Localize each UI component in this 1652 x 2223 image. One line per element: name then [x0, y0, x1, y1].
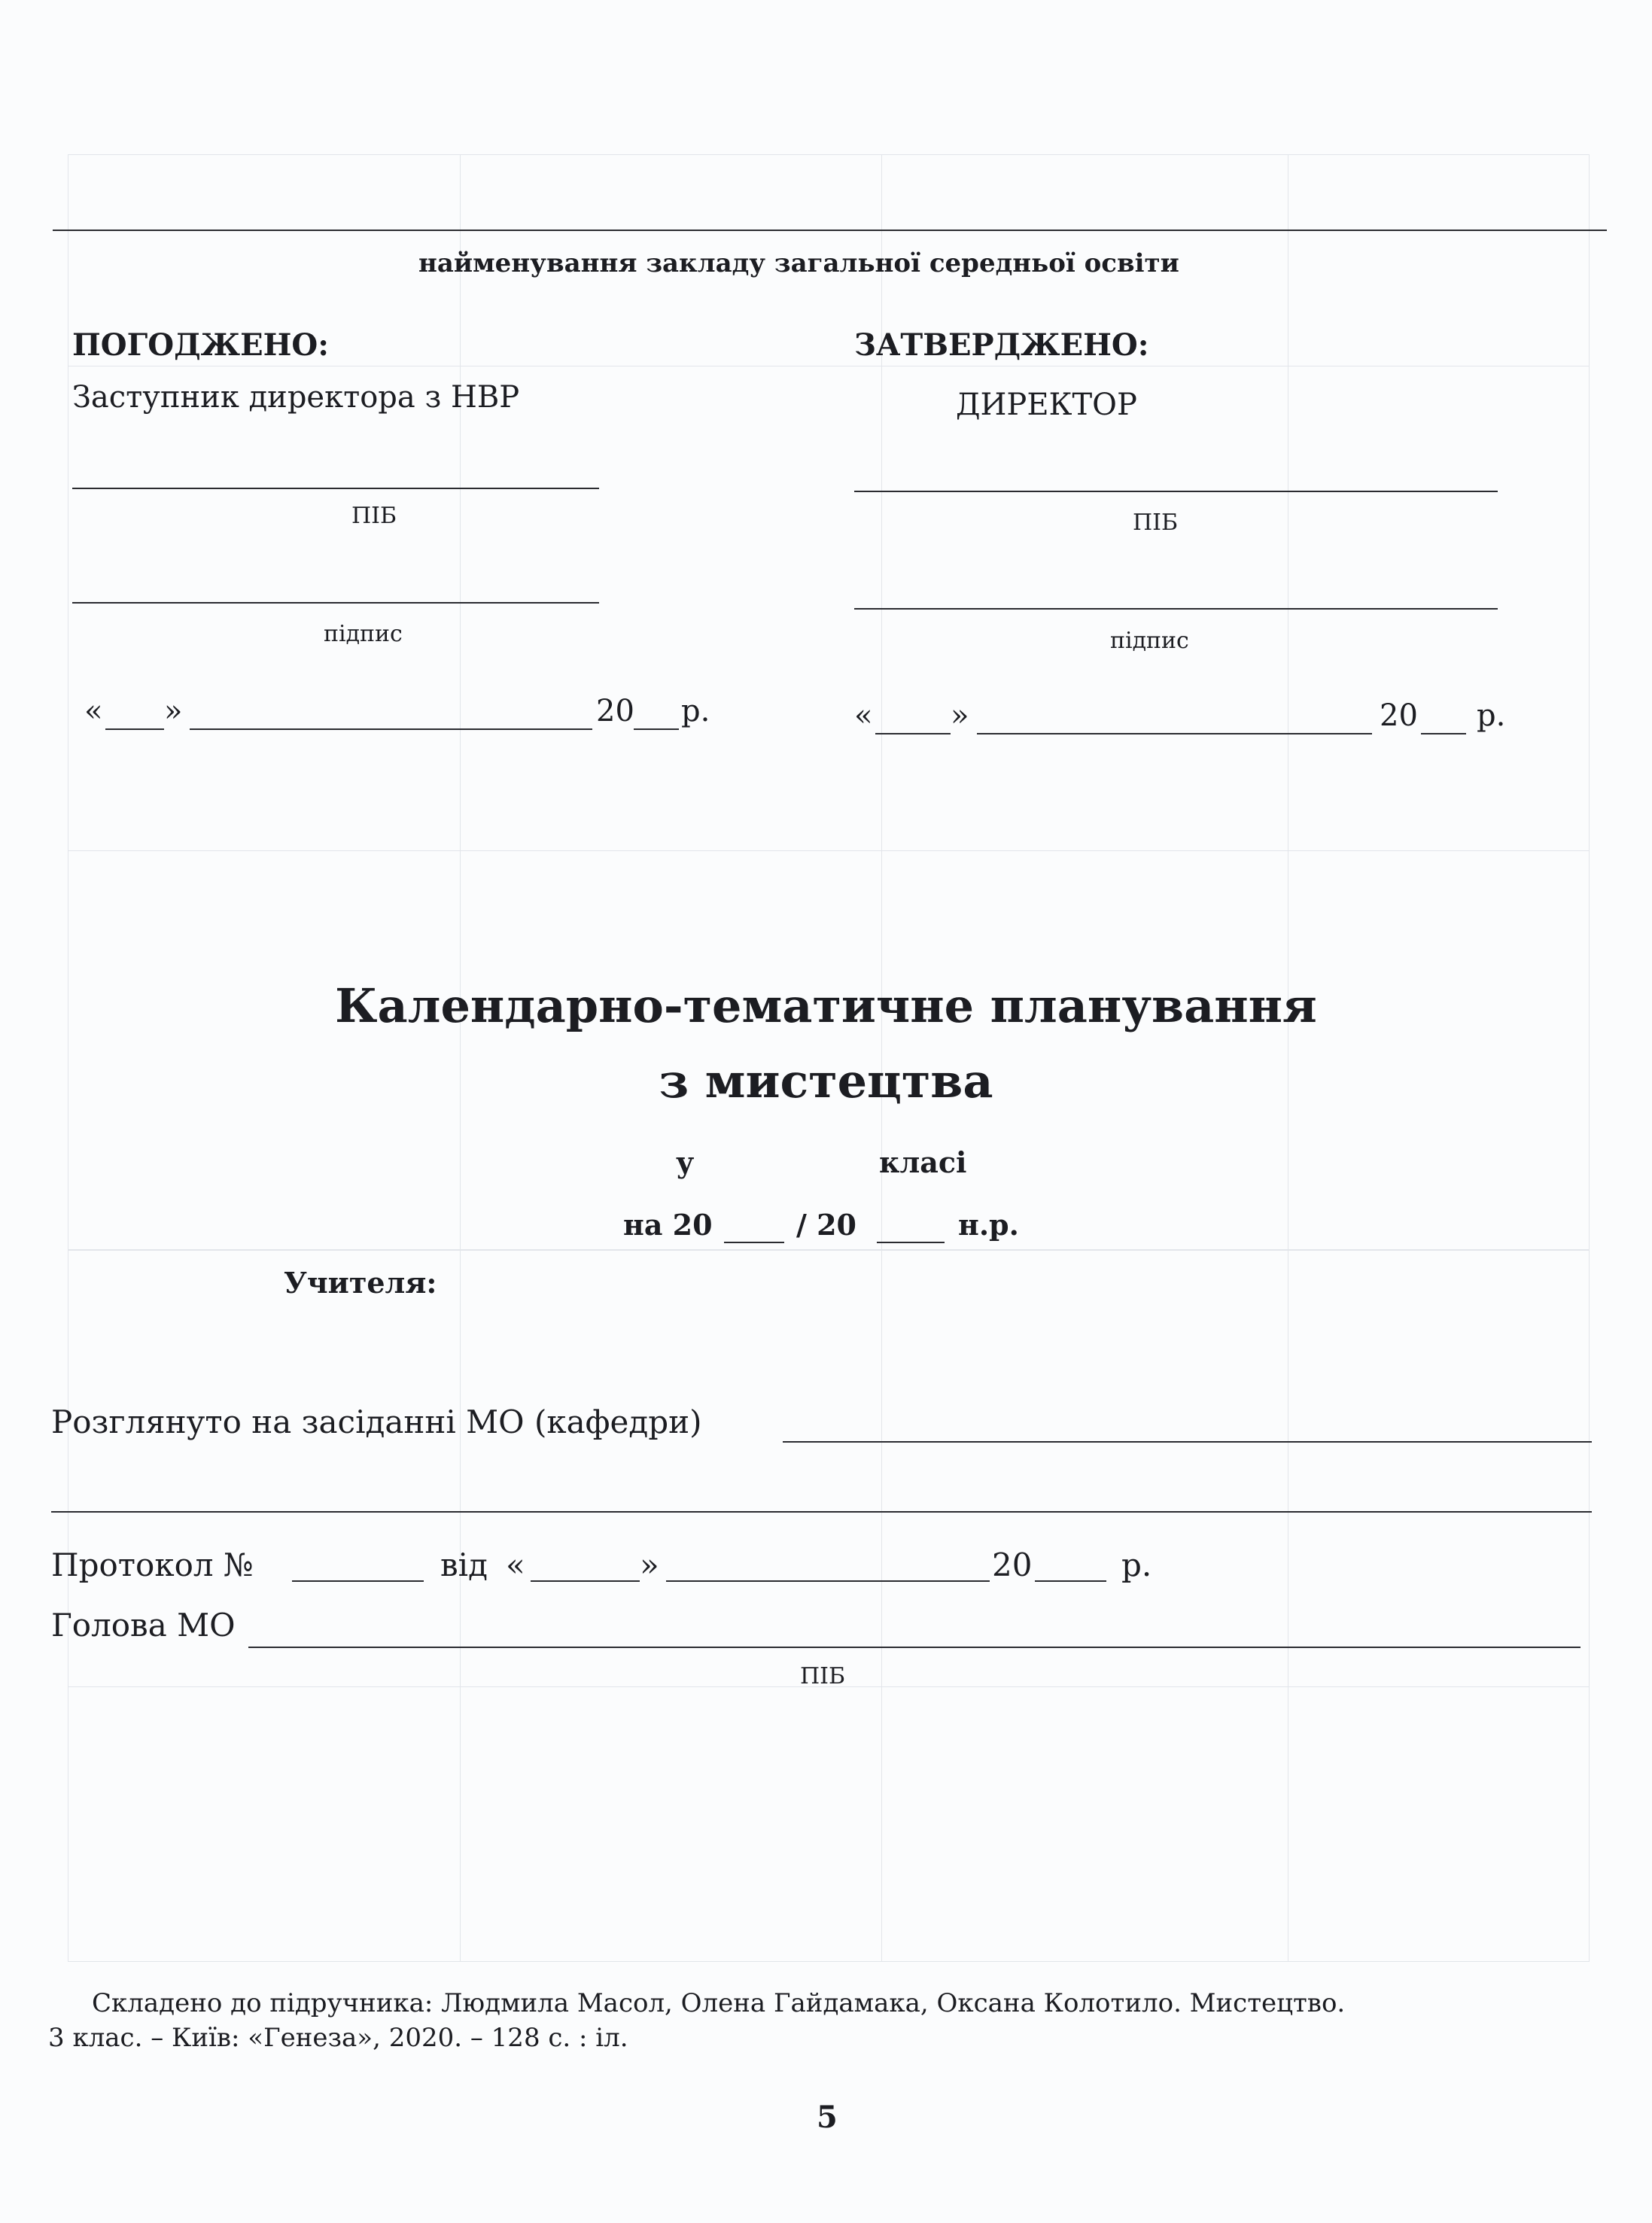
head-name-caption: ПІБ — [800, 1663, 846, 1689]
school-year-start-line[interactable] — [724, 1242, 784, 1243]
class-number-line[interactable] — [707, 1181, 858, 1183]
meeting-label: Розглянуто на засіданні МО (кафедри) — [51, 1403, 702, 1440]
institution-caption: найменування закладу загальної середньої освіти — [418, 248, 1179, 278]
approval-left-signature-caption: підпис — [324, 621, 403, 647]
class-suffix: класі — [879, 1145, 967, 1179]
source-note-line1: Складено до підручника: Людмила Масол, Олена Гайдамака, Оксана Колотило. Мистецтво. — [92, 1988, 1346, 2018]
approval-right-role: ДИРЕКТОР — [956, 388, 1137, 422]
meeting-line-2[interactable] — [51, 1511, 1592, 1513]
teacher-label: Учителя: — [284, 1266, 437, 1300]
approval-left-signature-line[interactable] — [72, 602, 599, 604]
approval-right-date-close: » — [951, 698, 969, 733]
school-year-middle: / 20 — [796, 1208, 856, 1242]
approval-right-year-line[interactable] — [1421, 733, 1466, 734]
approval-right-name-line[interactable] — [854, 491, 1498, 492]
head-name-line[interactable] — [248, 1647, 1581, 1648]
protocol-date-close: » — [640, 1546, 659, 1583]
head-label: Голова МО — [51, 1607, 236, 1644]
protocol-number-line[interactable] — [292, 1580, 424, 1582]
school-year-prefix: на 20 — [623, 1208, 713, 1242]
approval-right-name-caption: ПІБ — [1133, 509, 1179, 536]
institution-name-line[interactable] — [53, 230, 1607, 231]
page-number: 5 — [817, 2100, 838, 2135]
class-prefix: у — [676, 1145, 695, 1179]
protocol-year-prefix: 20 — [992, 1546, 1033, 1583]
approval-right-month-line[interactable] — [977, 733, 1372, 734]
document-title: Календарно-тематичне планування — [335, 978, 1317, 1033]
approval-left-year-prefix: 20 — [596, 694, 634, 728]
approval-right-heading: ЗАТВЕРДЖЕНО: — [854, 327, 1149, 363]
approval-right-signature-caption: підпис — [1110, 628, 1189, 654]
source-note-line2: 3 клас. – Київ: «Генеза», 2020. – 128 с. : іл. — [48, 2023, 628, 2053]
meeting-line-1[interactable] — [783, 1441, 1592, 1443]
approval-left-name-caption: ПІБ — [351, 503, 397, 529]
approval-left-day-line[interactable] — [105, 728, 164, 730]
approval-right-signature-line[interactable] — [854, 608, 1498, 610]
approval-left-heading: ПОГОДЖЕНО: — [72, 327, 330, 363]
protocol-month-line[interactable] — [666, 1580, 990, 1582]
protocol-date-open: « — [506, 1546, 525, 1583]
protocol-from-label: від — [440, 1546, 488, 1583]
protocol-day-line[interactable] — [531, 1580, 640, 1582]
document-subject: з мистецтва — [659, 1054, 993, 1108]
approval-left-role: Заступник директора з НВР — [72, 380, 520, 415]
approval-left-date-open: « — [84, 694, 103, 728]
approval-right-year-suffix: р. — [1477, 698, 1506, 733]
approval-right-year-prefix: 20 — [1380, 698, 1418, 733]
approval-left-year-line[interactable] — [634, 728, 679, 730]
approval-left-date-close: » — [164, 694, 183, 728]
approval-right-day-line[interactable] — [875, 733, 951, 734]
protocol-label: Протокол № — [51, 1546, 254, 1583]
approval-left-month-line[interactable] — [190, 728, 592, 730]
approval-left-year-suffix: р. — [681, 694, 710, 728]
school-year-suffix: н.р. — [958, 1208, 1019, 1242]
approval-right-date-open: « — [854, 698, 873, 733]
school-year-end-line[interactable] — [877, 1242, 945, 1243]
protocol-year-suffix: р. — [1121, 1546, 1152, 1583]
protocol-year-line[interactable] — [1035, 1580, 1106, 1582]
approval-left-name-line[interactable] — [72, 488, 599, 489]
